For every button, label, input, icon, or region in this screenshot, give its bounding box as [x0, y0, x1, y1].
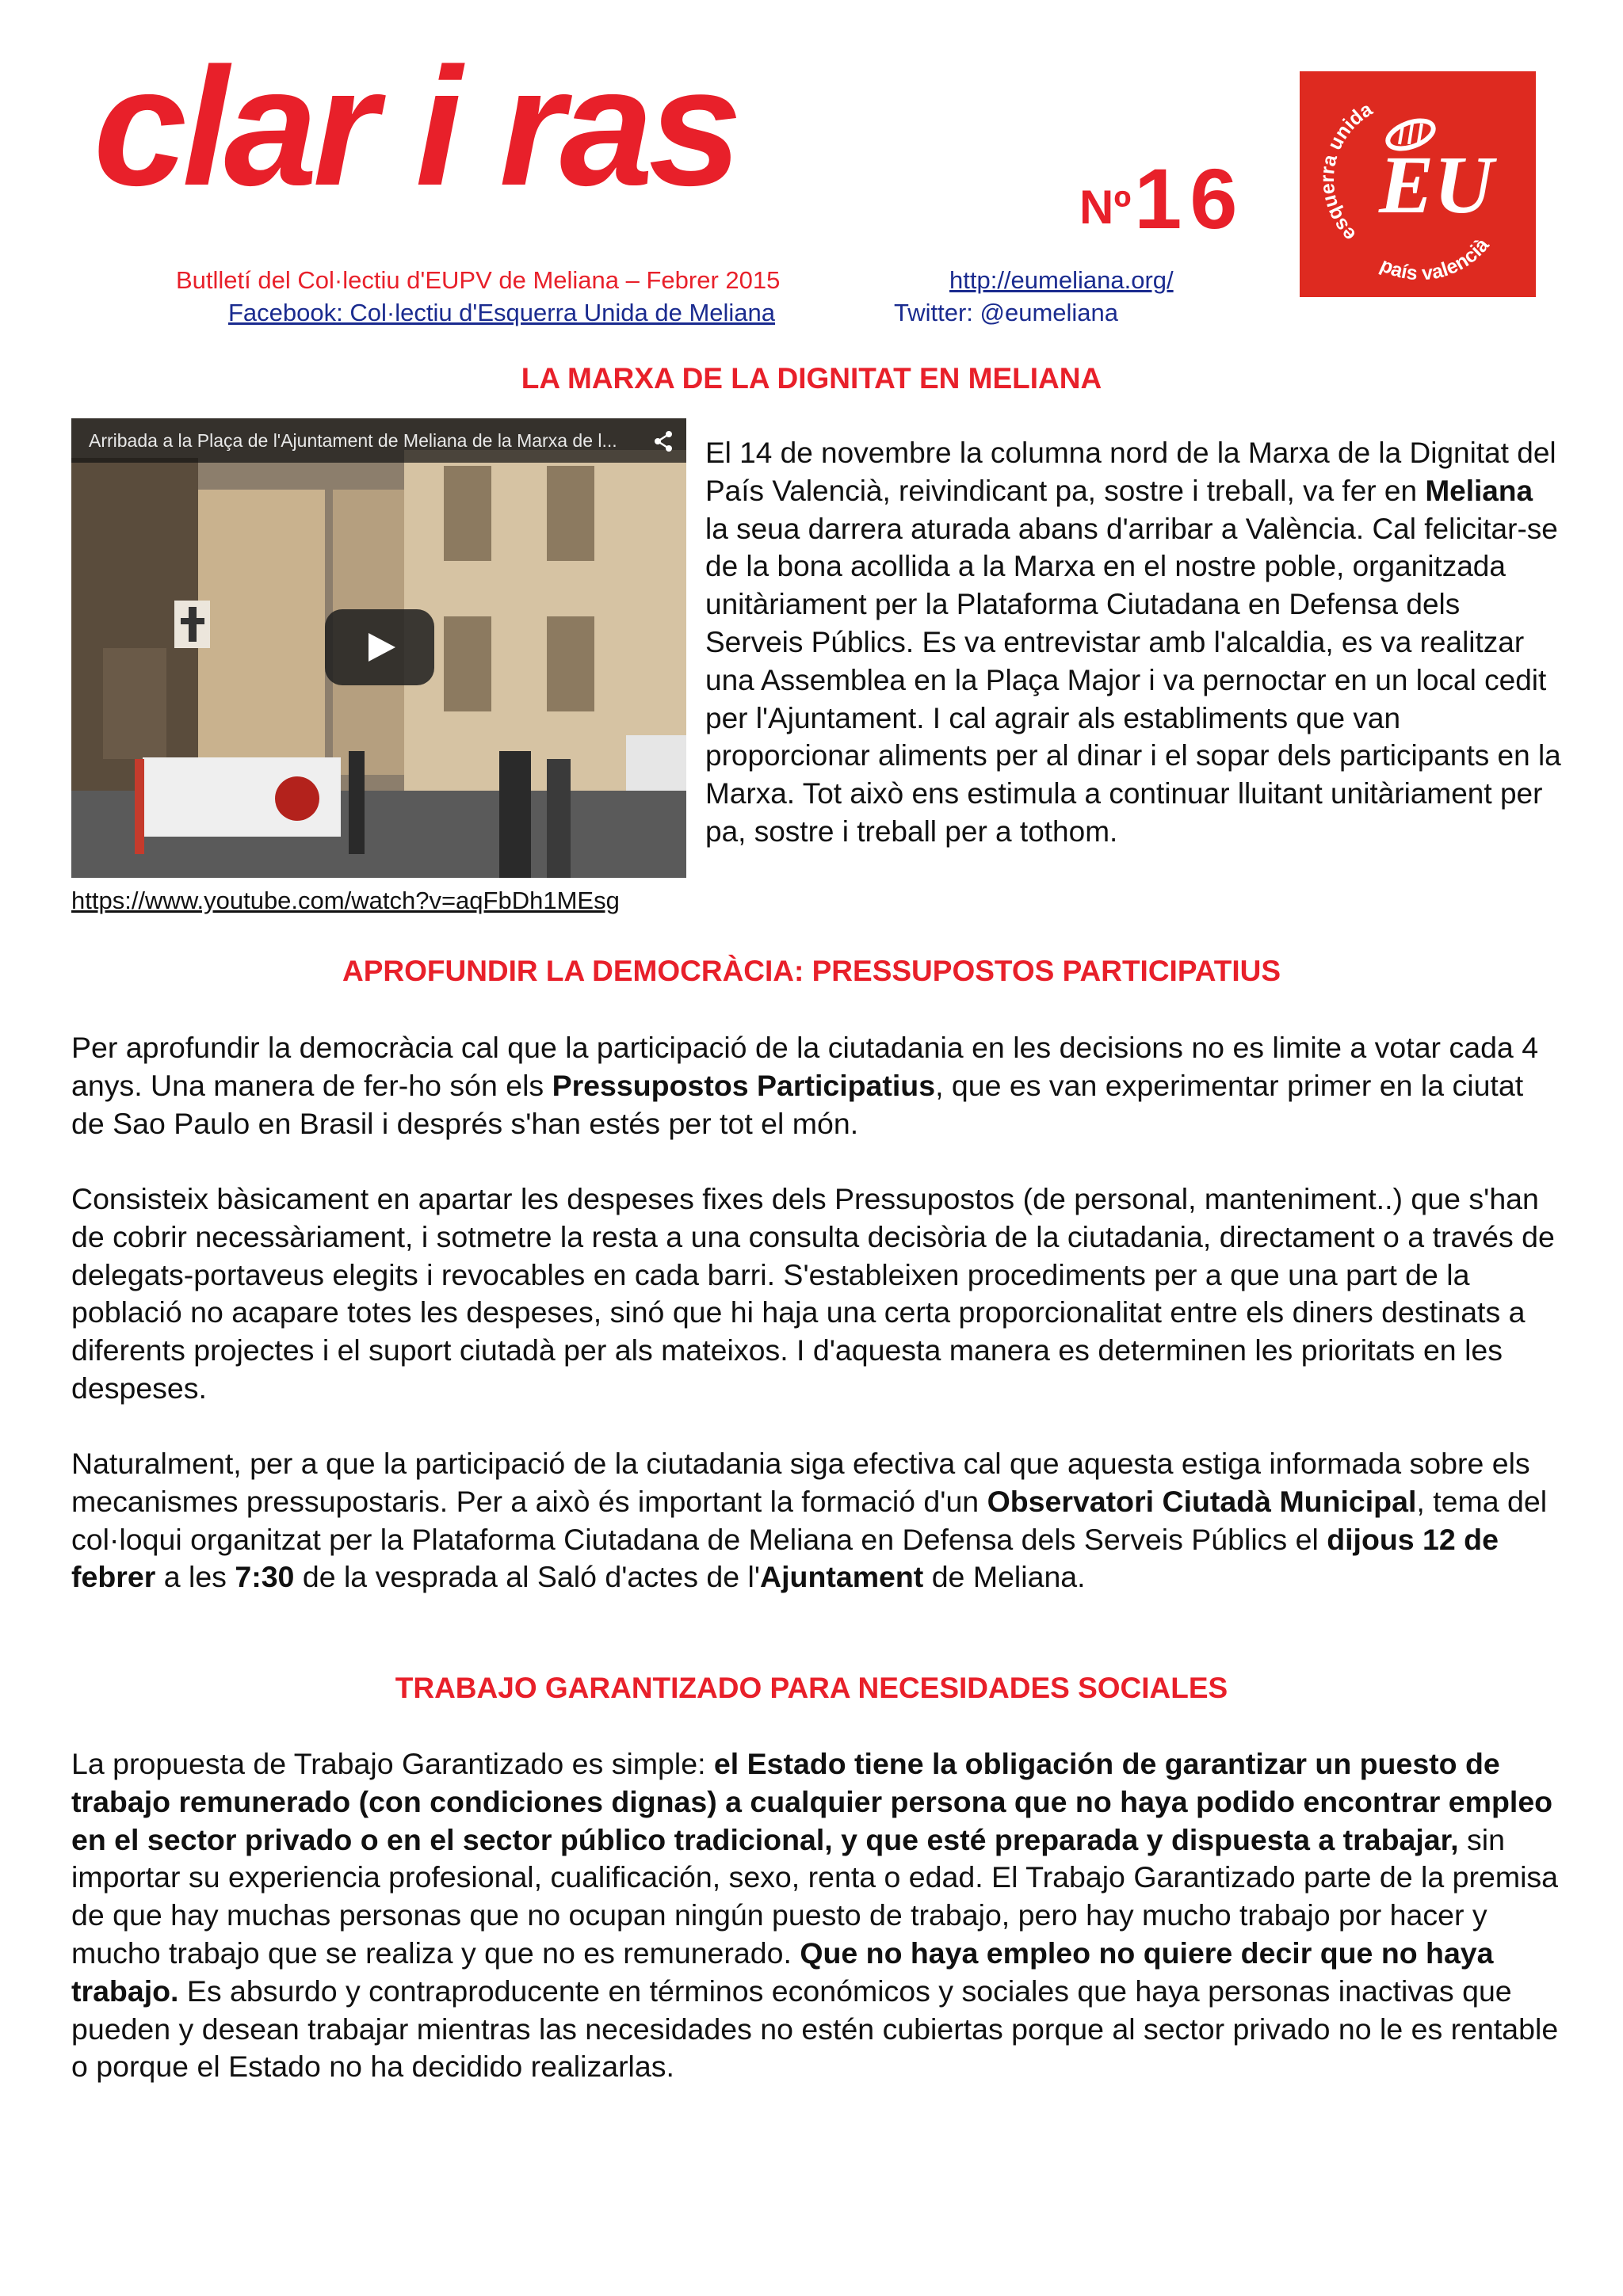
svg-text:país valencià: [1377, 234, 1493, 284]
facebook-link[interactable]: Facebook: Col·lectiu d'Esquerra Unida de Meliana: [228, 299, 776, 326]
play-button[interactable]: [325, 609, 434, 685]
svg-text:esquerra unida: [1316, 97, 1377, 246]
video-embed[interactable]: [71, 418, 686, 878]
video-title: Arribada a la Plaça de l'Ajuntament de Meliana de la Marxa de l...: [71, 418, 686, 463]
logo-arc-top-text: esquerra unida: [1316, 97, 1377, 246]
logo-arc-bottom-text: país valencià: [1377, 234, 1494, 285]
twitter-handle: Twitter: @eumeliana: [894, 299, 1119, 326]
video-url-link[interactable]: https://www.youtube.com/watch?v=aqFbDh1MEsg: [71, 887, 620, 914]
masthead-title: clar i ras: [94, 32, 738, 220]
logo-mark: EU: [1379, 139, 1494, 231]
section-heading-pressupostos: APROFUNDIR LA DEMOCRÀCIA: PRESSUPOSTOS PARTICIPATIUS: [342, 955, 1281, 987]
pressupostos-paragraph-3: Naturalment, per a que la participació de la ciutadania siga efectiva cal que aquesta estiga informada sobre els mecanismes pressupostaris. Per a això és important la formació d'un Observatori Ciutadà Municipal, tema del col·loqui organitzat per la Plataforma Ciutadana de Meliana en Defensa dels Serveis Públics el dijous 12 de febrer a les 7:30 de la vesprada al Saló d'actes de l'Ajuntament de Meliana.: [71, 1447, 1548, 1594]
trabajo-paragraph: La propuesta de Trabajo Garantizado es simple: el Estado tiene la obligación de garantizar un puesto de trabajo remunerado (con condiciones dignas) a cualquier persona que no haya podido encontrar empleo en el sector privado o en el sector público tradicional, y que esté preparada y dispuesta a trabajar, sin importar su experiencia profesional, cualificación, sexo, renta o edad. El Trabajo Garantizado parte de la premisa de que hay muchas personas que no ocupan ningún puesto de trabajo, pero hay mucho trabajo por hacer y mucho trabajo que se realiza y que no es remunerado. Que no haya empleo no quiere decir que no haya trabajo. Es absurdo y contraproducente en términos económicos y sociales que haya personas inactivas que pueden y desean trabajar mientras las necesidades no estén cubiertas porque al sector privado no le es rentable o porque el Estado no ha decidido realizarlas.: [71, 1747, 1559, 2084]
pressupostos-paragraph-1: Per aprofundir la democràcia cal que la participació de la ciutadania en les decisions no es limite a votar cada 4 anys. Una manera de fer-ho són els Pressupostos Participatius, que es van experimentar primer en la ciutat de Sao Paulo en Brasil i després s'han estés per tot el món.: [71, 1031, 1539, 1140]
issue-number-value: 16: [1134, 151, 1246, 246]
share-icon[interactable]: [651, 429, 675, 453]
bulletin-line: Butlletí del Col·lectiu d'EUPV de Meliana – Febrer 2015: [176, 266, 781, 294]
eupv-logo: [1300, 71, 1536, 297]
website-link[interactable]: http://eumeliana.org/: [949, 266, 1174, 294]
issue-label: Nº: [1079, 181, 1132, 234]
section-heading-marxa: LA MARXA DE LA DIGNITAT EN MELIANA: [521, 362, 1102, 395]
marxa-paragraph: El 14 de novembre la columna nord de la Marxa de la Dignitat del País Valencià, reivindicant pa, sostre i treball, va fer en Meliana la seua darrera aturada abans d'arribar a València. Cal felicitar-se de la bona acollida a la Marxa en el nostre poble, organitzada unitàriament per la Plataforma Ciutadana en Defensa dels Serveis Públics. Es va entrevistar amb l'alcaldia, es va realitzar una Assemblea en la Plaça Major i va pernoctar en un local cedit per l'Ajuntament. I cal agrair als establiments que van proporcionar aliments per al dinar i el sopar dels participants en la Marxa. Tot això ens estimula a continuar lluitant unitàriament per pa, sostre i treball per a tothom.: [705, 437, 1561, 848]
section-heading-trabajo: TRABAJO GARANTIZADO PARA NECESIDADES SOCIALES: [395, 1672, 1228, 1704]
pressupostos-paragraph-2: Consisteix bàsicament en apartar les despeses fixes dels Pressupostos (de personal, manteniment..) que s'han de cobrir necessàriament, i sotmetre la resta a una consulta decisòria de la ciutadania, directament o a través de delegats-portaveus elegits i revocables en cada barri. S'estableixen procediments per a que una part de la població no acapare totes les despeses, sinó que hi haja una certa proporcionalitat entre els diners destinats a diferents projectes i el suport ciutadà per als mateixos. I d'aquesta manera es determinen les prioritats en les despeses.: [71, 1182, 1555, 1405]
issue-number: [1079, 149, 1245, 248]
